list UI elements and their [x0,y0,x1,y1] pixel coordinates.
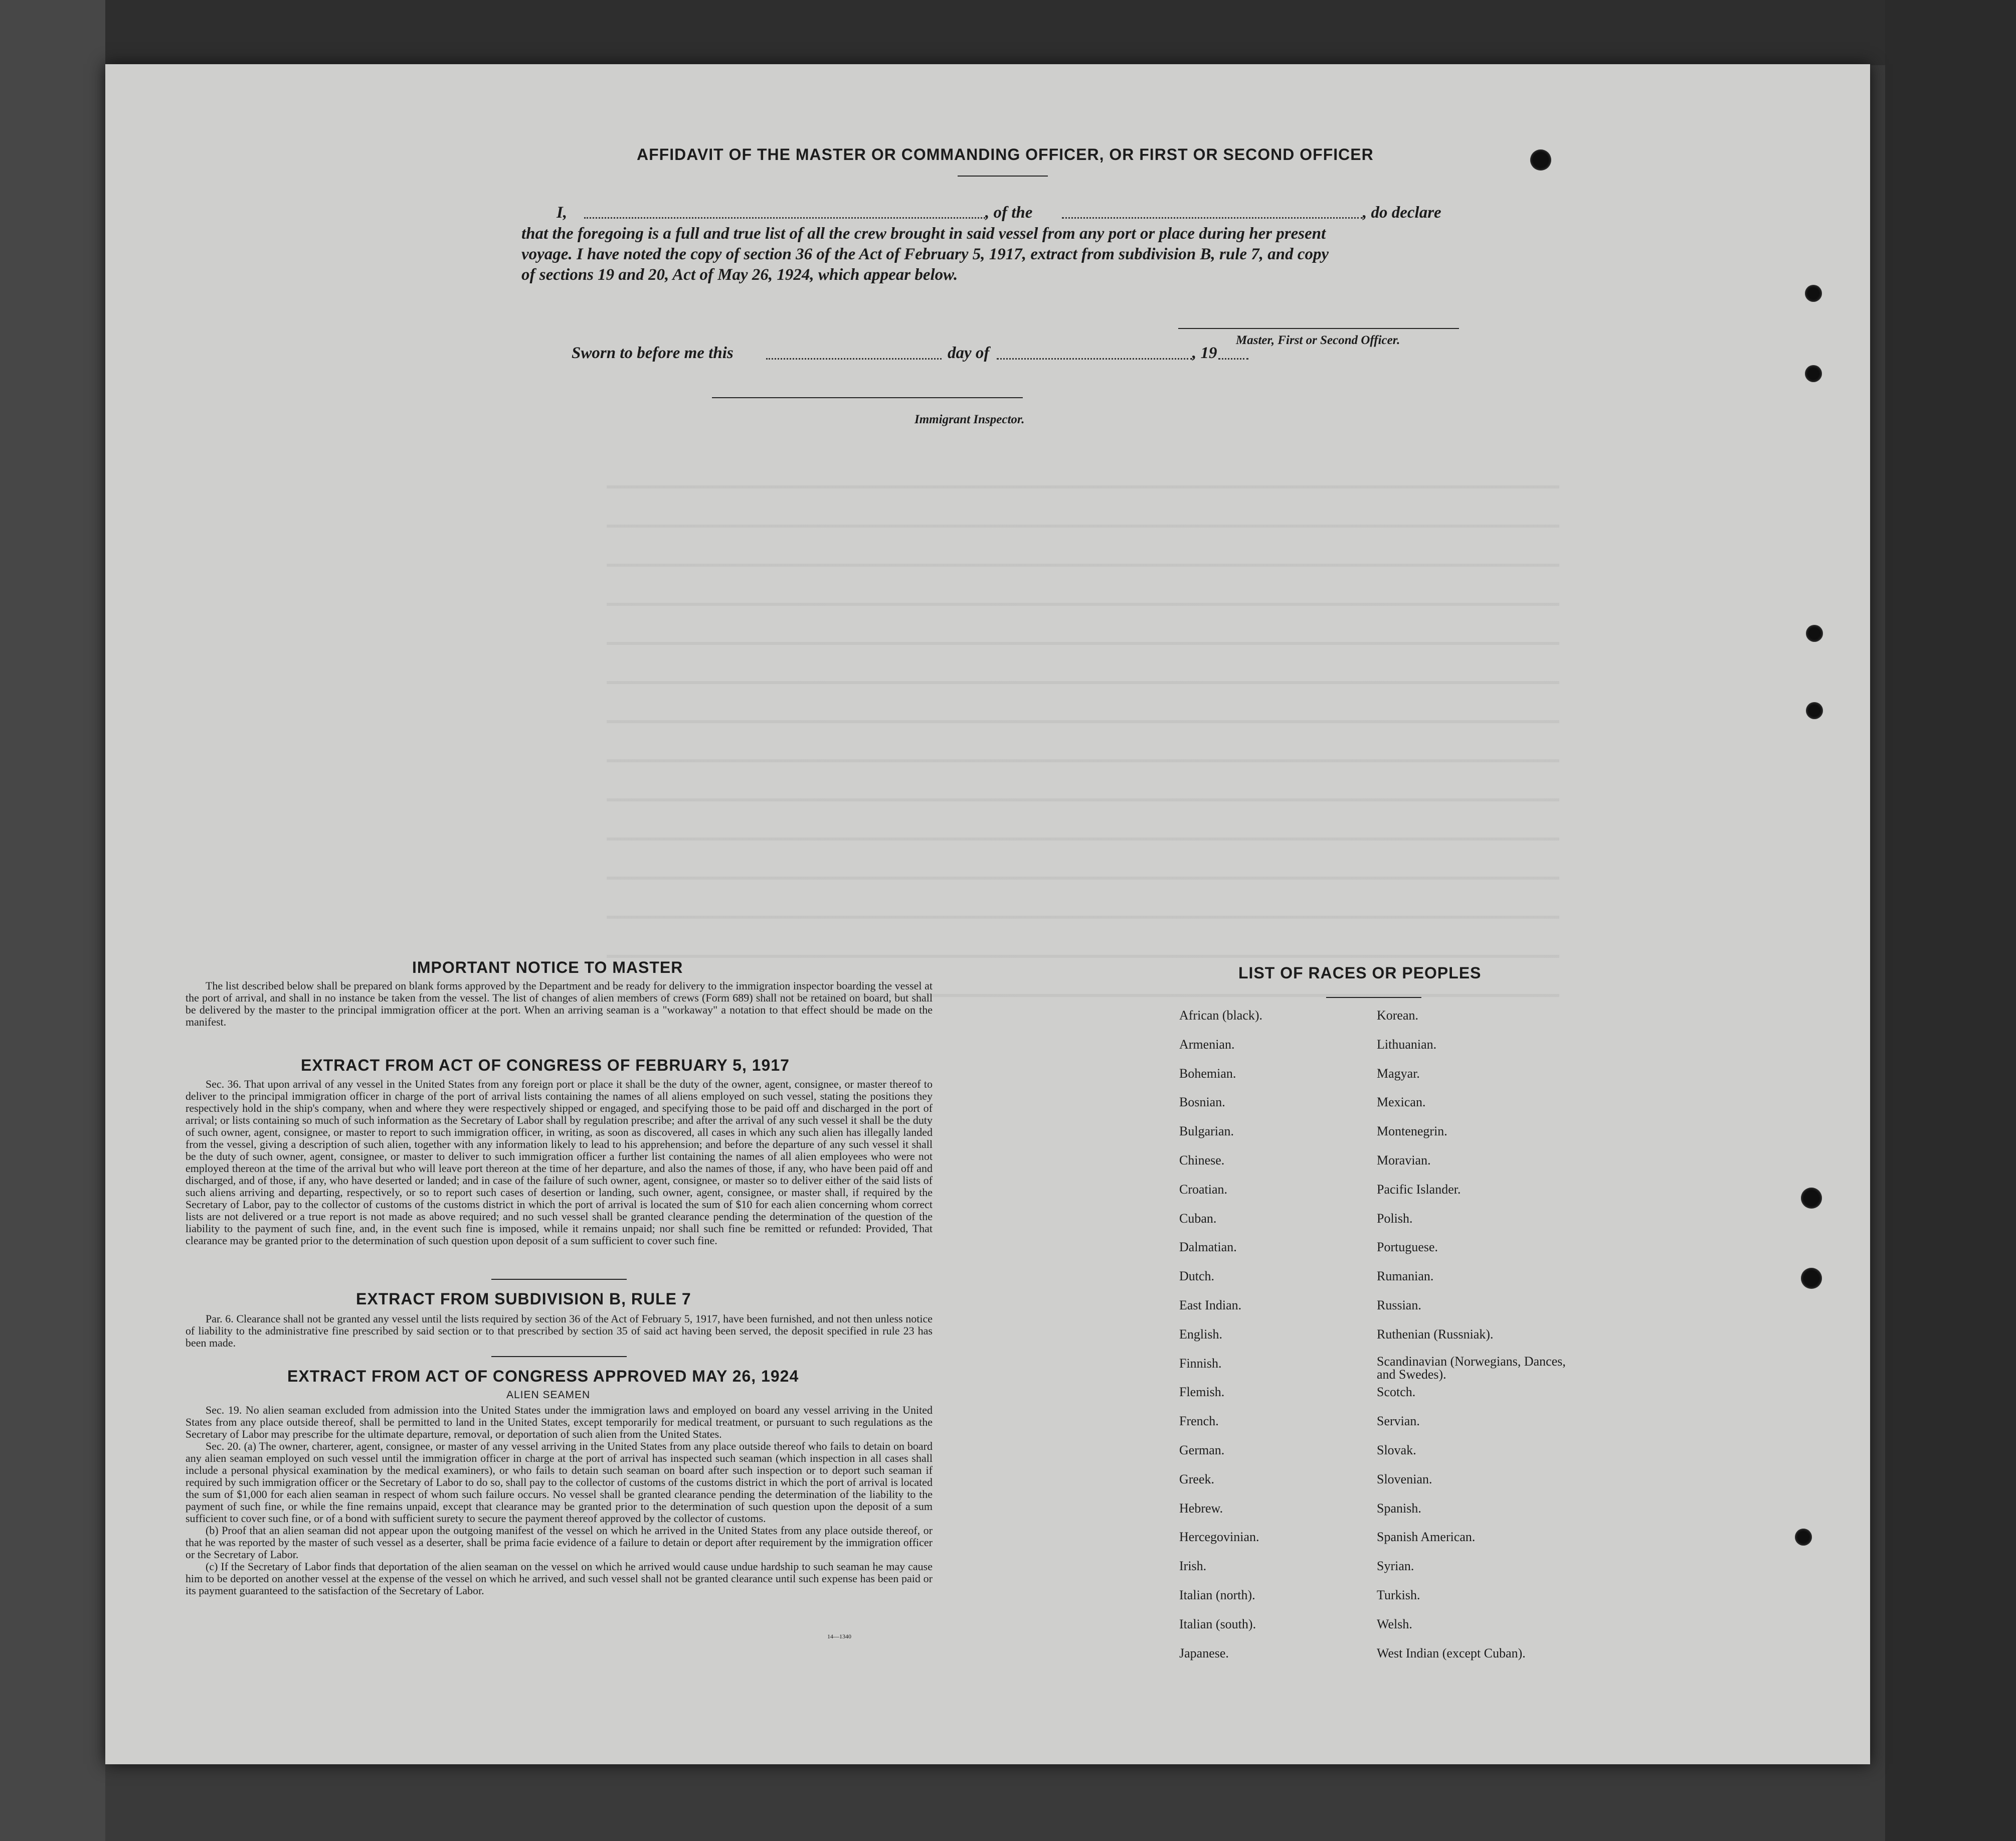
race-item: Chinese. [1179,1152,1225,1167]
vessel-field[interactable] [1062,217,1363,219]
race-item: Rumanian. [1377,1269,1434,1284]
extract-rule7-title: EXTRACT FROM SUBDIVISION B, RULE 7 [356,1290,691,1308]
sec-20b-paragraph: (b) Proof that an alien seaman did not appear upon the outgoing manifest of the vessel on which he arrived in the United States from any place outside thereof, or that he was reported by the master of such vessel as a deserter, shall be prima facie evidence of a failure to detain or deport after requirement by the immigration officer or the Secretary of Labor. [186,1524,933,1561]
races-title-rule [1326,997,1421,998]
race-item: East Indian. [1179,1297,1242,1312]
race-item: Turkish. [1377,1587,1420,1602]
race-item: Greek. [1179,1471,1215,1486]
race-item: Armenian. [1179,1037,1235,1052]
declaration-do-declare: , do declare [1363,204,1441,222]
declaration-line-2: that the foregoing is a full and true list of all the crew brought in said vessel from any port or place during her present [521,225,1326,243]
races-right-column [1377,1007,1567,1673]
race-item: Montenegrin. [1377,1124,1447,1139]
rule-divider [491,1356,627,1357]
sworn-prefix: Sworn to before me this [572,344,734,362]
race-item: Cuban. [1179,1211,1217,1226]
race-item: Korean. [1377,1008,1419,1023]
inspector-signature-line[interactable] [712,397,1023,398]
race-item: Spanish American. [1377,1530,1476,1545]
extract-1924-title: EXTRACT FROM ACT OF CONGRESS APPROVED MAY 26, 1924 [287,1367,799,1385]
declaration-line-4: of sections 19 and 20, Act of May 26, 1924, which appear below. [521,266,958,284]
section-36-paragraph: Sec. 36. That upon arrival of any vessel in the United States from any foreign port or place it shall be the duty of the owner, agent, consignee, or master thereof to deliver to the principal immigration officer in charge of the port of arrival lists containing the names of all aliens employed on such vessel, stating the positions they respectively hold in the ship's company, when and where they were respectively shipped or engaged, and specifying those to be paid off and discharged in the port of arrival; or lists containing so much of such information as the Secretary of Labor shall by regulation prescribe; and after the arrival of any such vessel it shall be the duty of such owner, agent, consignee, or master to report to such immigration officer, in writing, as soon as discovered, all cases in which any such alien has illegally landed from the vessel, giving a description of such alien, together with any information likely to lead to his apprehension; and before the departure of any such vessel it shall be the duty of such owner, agent, consignee, or master to deliver to such immigration officer a further list containing the names of all alien employees who were not employed thereon at the time of the arrival but who will leave port thereon at the time of her departure, and also the names of those, if any, who have been paid off and discharged, and of those, if any, who have deserted or landed; and in case of the failure of such owner, agent, consignee, or master so to deliver either of the said lists of such aliens arriving and departing, respectively, or so to report such cases of desertion or landing, such owner, agent, consignee, or master shall, if required by the Secretary of Labor, pay to the collector of customs of the customs district in which the port of arrival is located the sum of $10 for each alien concerning whom correct lists are not delivered or a true report is not made as above required; and no such vessel shall be granted clearance pending the determination of the question of the liability to the payment of such fine, and, in the event such fine is imposed, while it remains unpaid; nor shall such fine be remitted or refunded: Provided, That clearance may be granted prior to the determination of such question upon deposit of a sum sufficient to cover such fine. [186,1078,933,1247]
extract-rule7-text [186,1313,933,1349]
scan-background-left [0,0,105,1841]
race-item: Bulgarian. [1179,1124,1234,1139]
rule-divider [491,1279,627,1280]
signature-label: Master, First or Second Officer. [1236,333,1400,347]
sec-19-paragraph: Sec. 19. No alien seaman excluded from admission into the United States under the immigration laws and employed on board any vessel arriving in the United States from any place outside thereof, shall be permitted to land in the United States, except temporarily for medical treatment, or pursuant to such regulations as the Secretary of Labor may prescribe for the ultimate departure, removal, or deportation of such alien from the United States. [186,1404,933,1440]
race-item: Syrian. [1377,1559,1414,1574]
races-left-column [1179,1007,1262,1673]
race-item: Moravian. [1377,1152,1431,1167]
punch-hole-icon [1805,365,1822,382]
inspector-label: Immigrant Inspector. [914,413,1025,426]
race-item: Dutch. [1179,1269,1215,1284]
race-item: Welsh. [1377,1616,1412,1631]
race-item: German. [1179,1442,1225,1457]
race-item: Portuguese. [1377,1240,1438,1255]
punch-hole-icon [1530,149,1551,171]
race-item: Mexican. [1377,1095,1426,1110]
race-item: African (black). [1179,1008,1263,1023]
sworn-year-field[interactable] [1218,358,1248,360]
race-item: Pacific Islander. [1377,1182,1461,1197]
race-item: Scotch. [1377,1385,1416,1400]
race-item: Bohemian. [1179,1066,1236,1081]
race-item: Slovak. [1377,1442,1416,1457]
alien-seamen-subtitle: ALIEN SEAMEN [506,1389,591,1401]
declaration-i: I, [557,204,568,222]
race-item: Ruthenian (Russniak). [1377,1326,1494,1342]
race-item: Italian (south). [1179,1616,1256,1631]
race-item: Finnish. [1179,1356,1222,1371]
races-title: LIST OF RACES OR PEOPLES [1238,964,1482,982]
document-page [105,64,1870,1764]
notice-title: IMPORTANT NOTICE TO MASTER [412,958,683,976]
race-item: Scandinavian (Norwegians, Dances, and Swedes). [1377,1354,1566,1382]
sec-20a-paragraph: Sec. 20. (a) The owner, charterer, agent, consignee, or master of any vessel arriving in the United States from any place outside thereof who fails to detain on board any alien seaman employed on such vessel until the immigration officer in charge at the port of arrival has inspected such seaman (which inspection in all cases shall include a personal physical examination by the medical examiners), or who fails to detain such seaman on board after such inspection or to deport such seaman if required by such immigration officer or the Secretary of Labor to do so, shall pay to the collector of customs of the customs district in which the port of arrival is located the sum of $1,000 for each alien seaman in respect of whom such failure occurs. No vessel shall be granted clearance pending the determination of the liability to the payment of such fine, or while the fine remains unpaid, except that clearance may be granted prior to the determination of such question upon the deposit of a sum sufficient to cover such fine, or of a bond with sufficient surety to secure the payment thereof approved by the collector of customs. [186,1440,933,1525]
race-item: Magyar. [1377,1066,1420,1081]
notice-paragraph: The list described below shall be prepared on blank forms approved by the Department and be ready for delivery to the immigration inspector boarding the vessel at the port of arrival, and shall in no instance be taken from the vessel. The list of changes of alien members of crews (Form 689) shall not be retained on board, but shall be delivered by the master to the principal immigration officer at the port. When an arriving seaman is a "workaway" a notation to that effect should be made on the manifest. [186,979,933,1028]
scan-background-top [0,0,2016,65]
signature-line[interactable] [1178,328,1459,329]
declaration-line-1 [557,203,567,223]
race-item: Croatian. [1179,1182,1228,1197]
race-item: Slovenian. [1377,1471,1432,1486]
race-item: Dalmatian. [1179,1240,1237,1255]
extract-1924-text [186,1404,933,1597]
race-item: French. [1179,1414,1219,1429]
punch-hole-icon [1801,1188,1822,1209]
race-item: Lithuanian. [1377,1037,1437,1052]
punch-hole-icon [1805,285,1822,302]
race-item: Irish. [1179,1559,1207,1574]
extract-1917-text [186,1078,933,1247]
sec-20c-paragraph: (c) If the Secretary of Labor finds that deportation of the alien seaman on the vessel on which he arrived would cause undue hardship to such seaman he may cause him to be deported on another vessel at the expense of the vessel on which he arrived, and such vessel shall not be granted clearance until such expense has been paid or its payment guaranteed to the satisfaction of the Secretary of Labor. [186,1560,933,1597]
race-item: Russian. [1377,1297,1421,1312]
race-item: Servian. [1377,1414,1420,1429]
sworn-day-of: day of [948,344,990,362]
declaration-of-the: , of the [985,204,1033,222]
par-6-paragraph: Par. 6. Clearance shall not be granted any vessel until the lists required by section 36 of the Act of February 5, 1917, have been furnished, and not then unless notice of liability to the administrative fine prescribed by said section or to that prescribed by section 35 of said act having been served, the deposit specified in rule 23 has been made. [186,1312,933,1349]
race-item: West Indian (except Cuban). [1377,1645,1526,1660]
race-item: Hebrew. [1179,1500,1223,1516]
declaration-line-3: voyage. I have noted the copy of section 36 of the Act of February 5, 1917, extract from subdivision B, rule 7, and copy [521,245,1329,263]
race-item: Polish. [1377,1211,1413,1226]
race-item: Spanish. [1377,1500,1421,1516]
form-number: 14—1340 [827,1633,851,1640]
punch-hole-icon [1806,702,1823,719]
punch-hole-icon [1801,1268,1822,1289]
affidavit-title: AFFIDAVIT OF THE MASTER OR COMMANDING OFFICER, OR FIRST OR SECOND OFFICER [637,145,1374,163]
scan-background-right [1885,0,2016,1841]
race-item: Hercegovinian. [1179,1530,1259,1545]
bleed-through-texture [607,455,1559,1007]
race-item: Italian (north). [1179,1587,1255,1602]
sworn-month-field[interactable] [997,358,1192,360]
notice-text [186,980,933,1028]
extract-1917-title: EXTRACT FROM ACT OF CONGRESS OF FEBRUARY 5, 1917 [301,1056,790,1074]
affidavit-title-rule [958,176,1048,177]
sworn-year: , 19 [1192,344,1217,362]
race-item: Flemish. [1179,1385,1225,1400]
race-item: English. [1179,1326,1222,1342]
name-field[interactable] [584,217,985,219]
race-item: Bosnian. [1179,1095,1225,1110]
punch-hole-icon [1795,1529,1812,1546]
sworn-date-field[interactable] [766,358,942,360]
race-item: Japanese. [1179,1645,1229,1660]
punch-hole-icon [1806,625,1823,642]
